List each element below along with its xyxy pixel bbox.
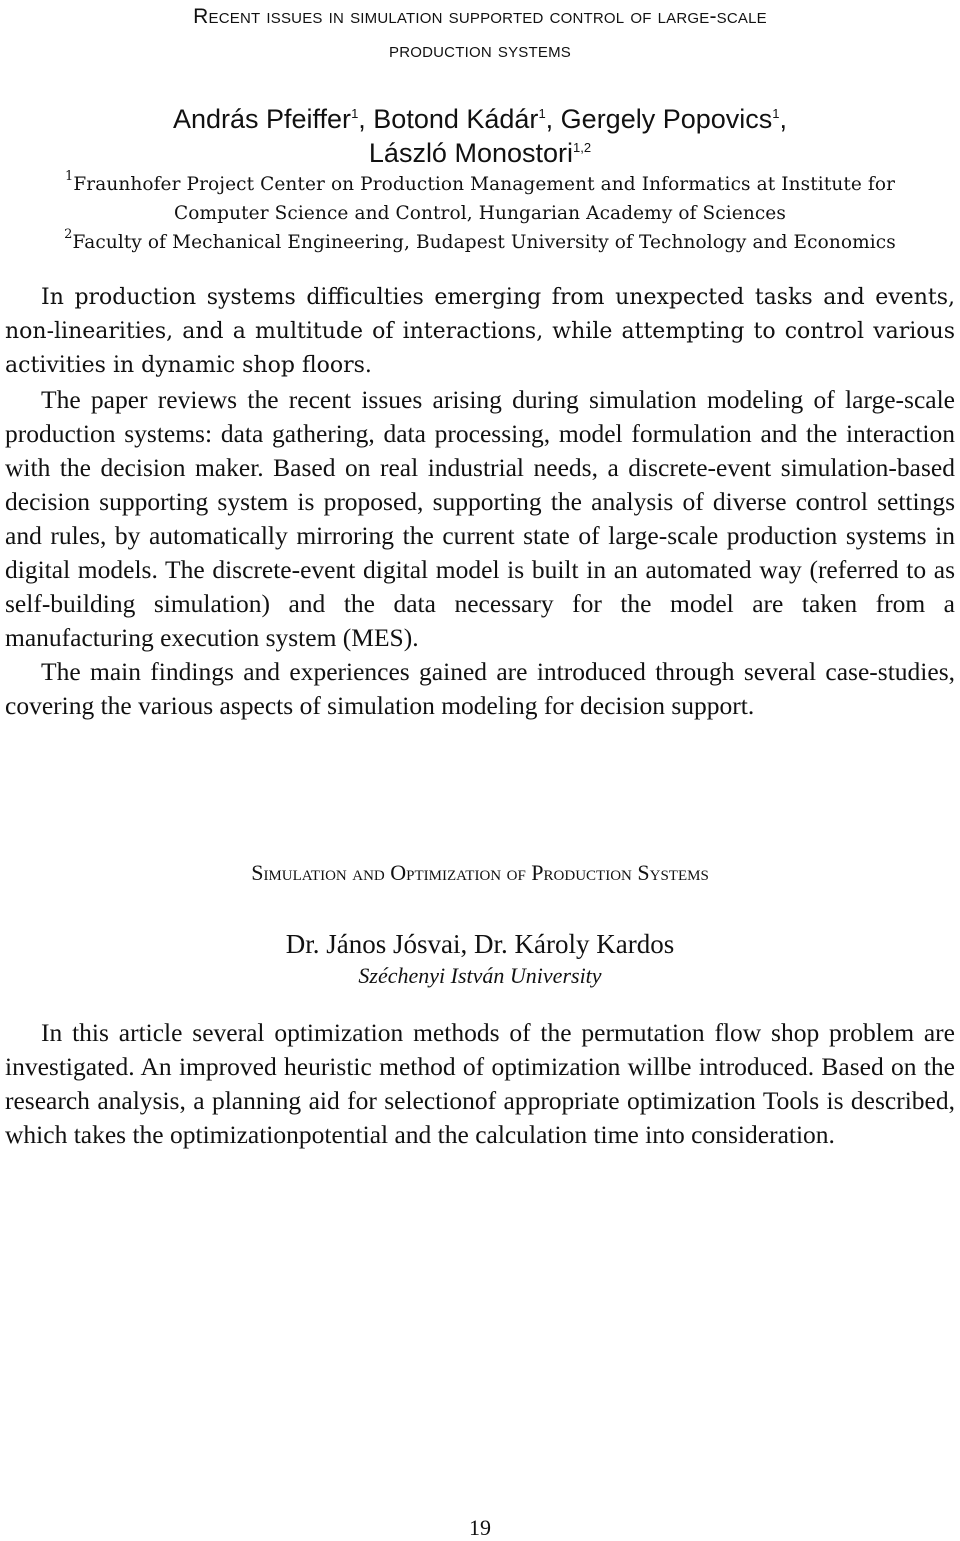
author-separator: , bbox=[779, 104, 788, 134]
paper1-title bbox=[5, 0, 955, 68]
paper1-authors-line2 bbox=[5, 136, 955, 170]
author-affil-mark: 1 bbox=[772, 106, 780, 121]
paper1-authors-line1 bbox=[5, 102, 955, 136]
affiliation-mark: 1 bbox=[64, 169, 74, 184]
paper1-title-line2: production systems bbox=[389, 39, 571, 62]
author-name: László Monostori bbox=[368, 138, 574, 168]
abstract-paragraph: The main findings and experiences gained are introduced through several case-studies, covering the various aspects of simulation modeling for decision support. bbox=[5, 657, 955, 720]
paper1-abstract bbox=[5, 281, 955, 723]
page-number: 19 bbox=[469, 1515, 491, 1540]
paper2-university: Széchenyi István University bbox=[358, 963, 602, 988]
paper1-affiliations bbox=[5, 170, 955, 257]
author-affil-mark: 1 bbox=[538, 106, 546, 121]
abstract-paragraph: In this article several optimization methods of the permutation flow shop problem are investigated. An improved heuristic method of optimization willbe introduced. Based on the research analysis, a planning aid for selectionof appropriate optimization Tools is described, which takes the optimizationpotential and the calculation time into consideration. bbox=[5, 1018, 955, 1149]
author-name: , Gergely Popovics bbox=[545, 104, 773, 134]
paper2-authors: Dr. János Jósvai, Dr. Károly Kardos bbox=[285, 929, 675, 959]
affiliation-1-line1: $^1$Fraunhofer Project Center on Production Management and Informatics at Institute for bbox=[64, 169, 896, 195]
abstract-paragraph: In production systems difficulties emerging from unexpected tasks and events, non-linearities, and a multitude of interactions, while attempting to control various activities in dynamic shop floors. bbox=[5, 285, 955, 378]
paper2-title: Simulation and Optimization of Production Systems bbox=[251, 860, 709, 885]
author-name: András Pfeiffer bbox=[172, 104, 352, 134]
paper2-abstract bbox=[5, 1016, 955, 1152]
affiliation-1-line2: Computer Science and Control, Hungarian Academy of Sciences bbox=[174, 203, 786, 224]
paper1-title-line1: Recent issues in simulation supported control of large-scale bbox=[193, 5, 767, 28]
paper1-authors bbox=[5, 102, 955, 170]
author-affil-mark: 1 bbox=[351, 106, 359, 121]
author-affil-mark: 1,2 bbox=[573, 140, 592, 155]
affiliation-mark: 2 bbox=[64, 227, 73, 242]
abstract-paragraph: The paper reviews the recent issues arising during simulation modeling of large-scale production systems: data gathering, data processing, model formulation and the interaction with the decision maker. Based on real industrial needs, a discrete-event simulation-based decision supporting system is proposed, supporting the analysis of diverse control settings and rules, by automatically mirroring the current state of large-scale production systems in digital models. The discrete-event digital model is built in an automated way (referred to as self-building simulation) and the data necessary for the model are taken from a manufacturing execution system (MES). bbox=[5, 385, 955, 652]
affiliation-2: $^2$Faculty of Mechanical Engineering, Budapest University of Technology and Economics bbox=[64, 227, 896, 253]
author-name: , Botond Kádár bbox=[358, 104, 539, 134]
